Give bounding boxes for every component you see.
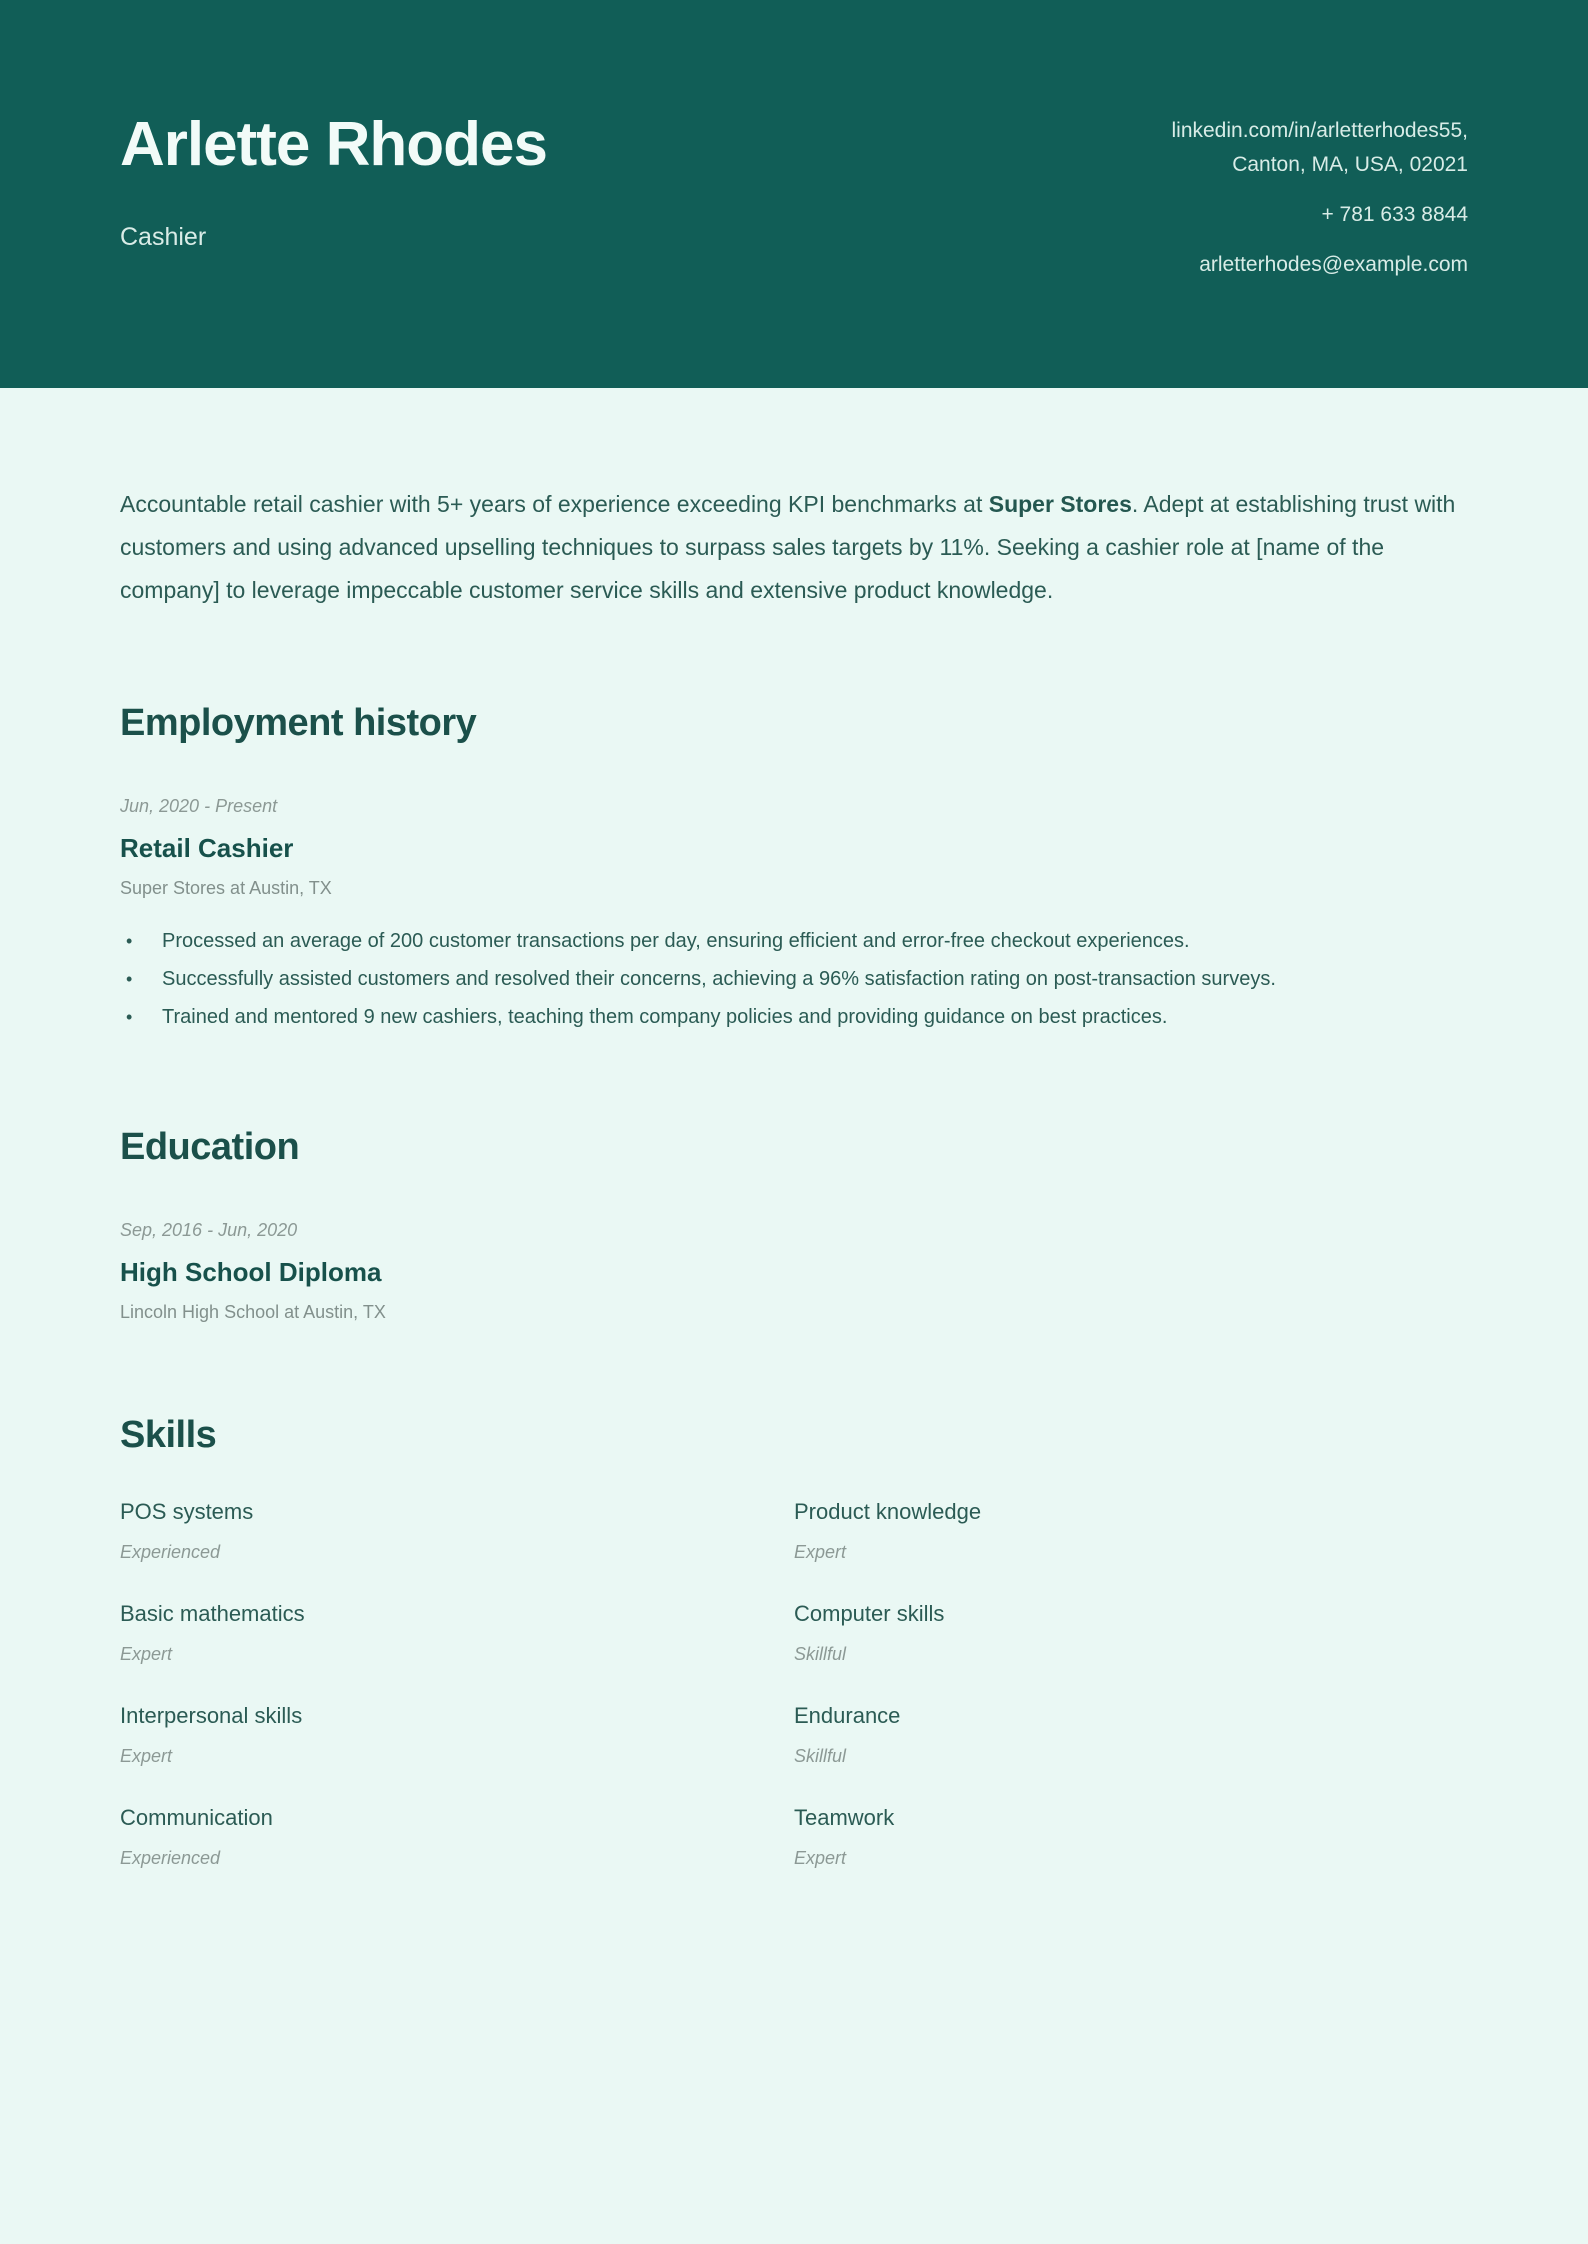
summary-company-name: Super Stores — [988, 491, 1132, 517]
skill-item — [120, 1702, 794, 1768]
bullet-text: Successfully assisted customers and resolved their concerns, achieving a 96% satisfaction rating on post-transaction surveys. — [162, 968, 1276, 990]
employment-section-title: Employment history — [120, 702, 477, 744]
skill-name: Product knowledge — [794, 1499, 982, 1524]
education-entry — [120, 1218, 1468, 1324]
skill-item — [120, 1804, 794, 1870]
skill-name: POS systems — [120, 1499, 254, 1524]
skill-item — [120, 1600, 794, 1666]
skill-level: Expert — [120, 1746, 173, 1766]
candidate-job-title: Cashier — [120, 223, 207, 252]
education-degree-title: High School Diploma — [120, 1257, 382, 1287]
bullet-icon: • — [126, 1007, 133, 1027]
skill-item — [794, 1702, 1468, 1768]
skill-item — [120, 1498, 794, 1564]
summary-text-before: Accountable retail cashier with 5+ years of experience exceeding KPI benchmarks at — [120, 491, 989, 517]
skills-section-title: Skills — [120, 1414, 217, 1456]
skill-item — [794, 1804, 1468, 1870]
resume-header — [0, 0, 1588, 388]
bullet-icon: • — [126, 969, 133, 989]
contact-block — [1171, 0, 1468, 388]
section-education — [120, 1124, 1468, 1324]
employment-entry — [120, 794, 1468, 1036]
profile-summary — [120, 483, 1468, 612]
summary-text-after: . Adept at establishing trust with customers and using advanced upselling techniques to surpass sales targets by 11%. Seeking a cashier role at [name of the company] to leverage impeccable customer service skills and extensive product knowledge. — [120, 491, 1456, 603]
contact-phone: + 781 633 8844 — [1321, 203, 1468, 226]
employment-dates: Jun, 2020 - Present — [120, 796, 278, 816]
skill-name: Communication — [120, 1805, 273, 1830]
list-item — [120, 960, 1468, 998]
skill-name: Computer skills — [794, 1601, 945, 1626]
skill-name: Teamwork — [794, 1805, 895, 1830]
skill-level: Experienced — [120, 1542, 221, 1562]
skill-name: Basic mathematics — [120, 1601, 305, 1626]
bullet-icon: • — [126, 931, 133, 951]
resume-body — [0, 483, 1588, 1870]
skill-level: Expert — [794, 1542, 847, 1562]
header-identity — [120, 0, 547, 388]
contact-location: Canton, MA, USA, 02021 — [1232, 153, 1468, 176]
employment-bullet-list — [120, 922, 1468, 1036]
contact-email-link[interactable]: arletterhodes@example.com — [1199, 253, 1468, 276]
skill-item — [794, 1600, 1468, 1666]
skill-level: Skillful — [794, 1746, 847, 1766]
contact-linkedin-link[interactable]: linkedin.com/in/arletterhodes55, — [1171, 119, 1468, 142]
employment-job-title: Retail Cashier — [120, 833, 294, 863]
candidate-name: Arlette Rhodes — [120, 110, 547, 179]
skills-grid — [120, 1498, 1468, 1870]
skill-level: Skillful — [794, 1644, 847, 1664]
skill-level: Expert — [794, 1848, 847, 1868]
skill-name: Endurance — [794, 1703, 901, 1728]
education-dates: Sep, 2016 - Jun, 2020 — [120, 1220, 298, 1240]
employment-organization: Super Stores at Austin, TX — [120, 878, 332, 898]
skill-name: Interpersonal skills — [120, 1703, 303, 1728]
bullet-text: Trained and mentored 9 new cashiers, teaching them company policies and providing guidance on best practices. — [162, 1006, 1168, 1028]
list-item — [120, 922, 1468, 960]
section-skills — [120, 1412, 1468, 1870]
bullet-text: Processed an average of 200 customer transactions per day, ensuring efficient and error-free checkout experiences. — [162, 930, 1190, 952]
skill-level: Expert — [120, 1644, 173, 1664]
section-employment-history — [120, 700, 1468, 1036]
education-school: Lincoln High School at Austin, TX — [120, 1302, 386, 1322]
list-item — [120, 998, 1468, 1036]
skill-item — [794, 1498, 1468, 1564]
skill-level: Experienced — [120, 1848, 221, 1868]
education-section-title: Education — [120, 1126, 300, 1168]
